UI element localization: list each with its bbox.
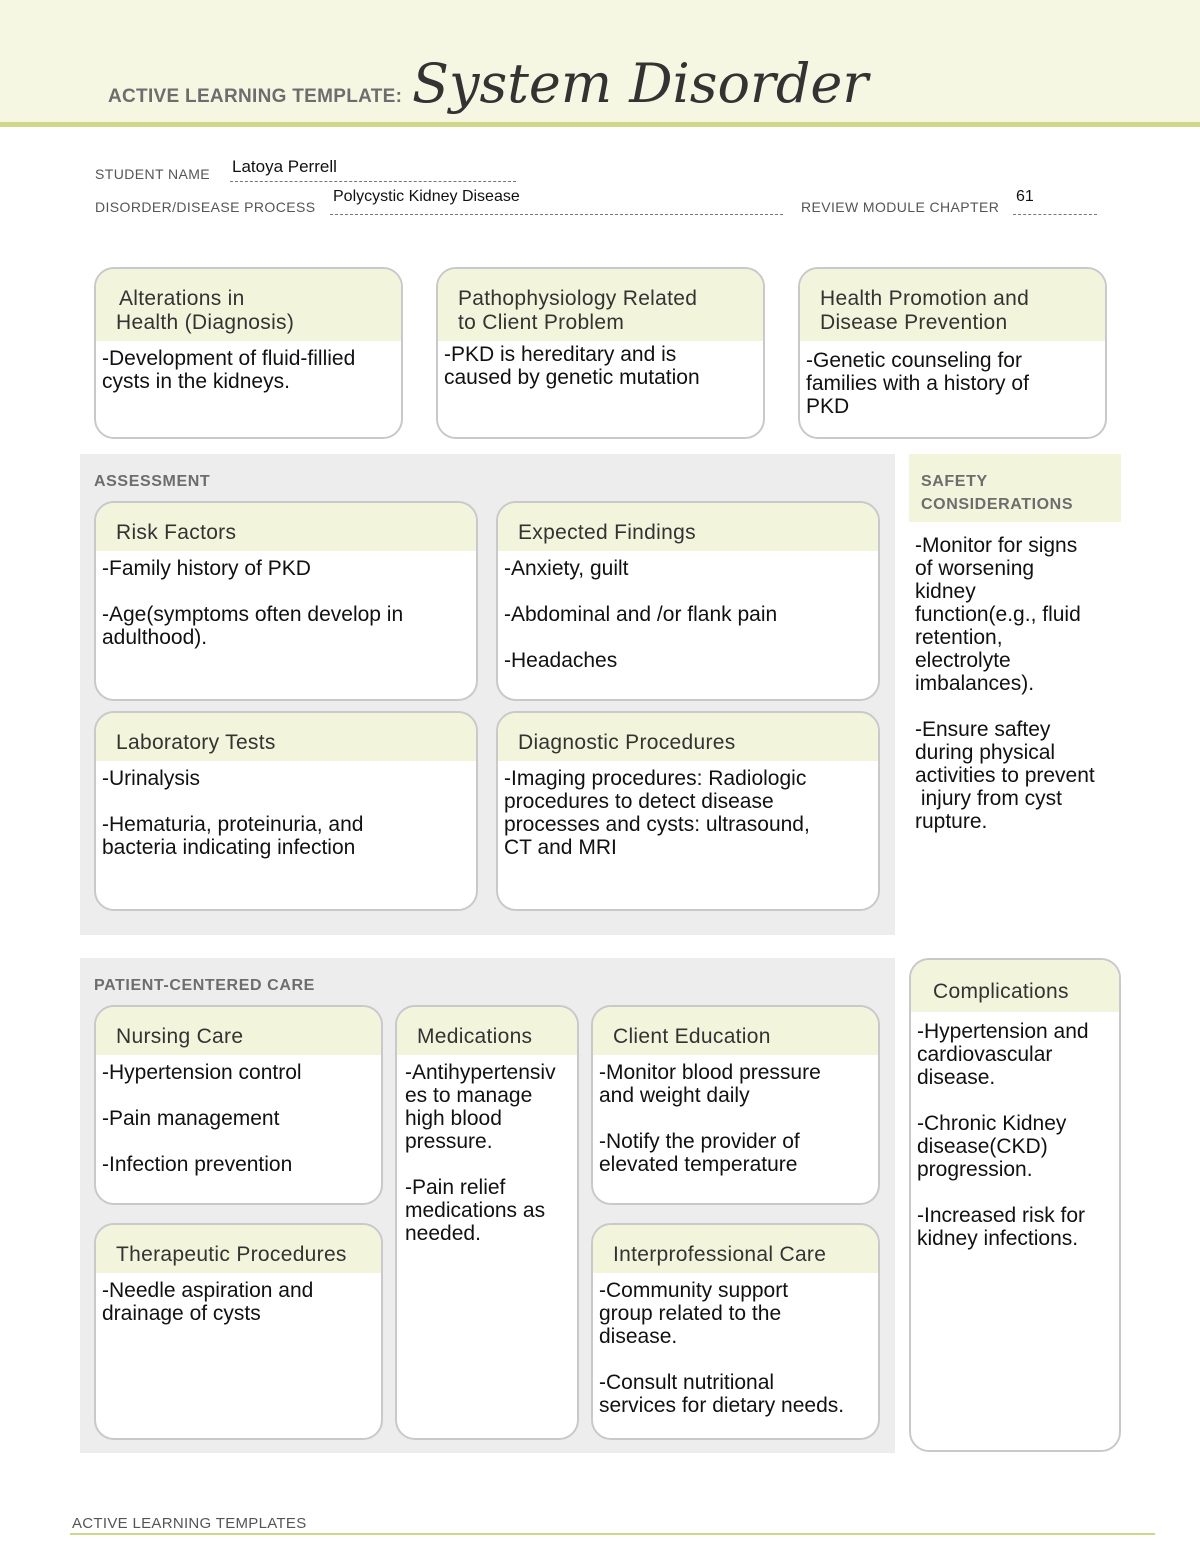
alterations-box — [94, 267, 403, 439]
disorder-label: DISORDER/DISEASE PROCESS — [95, 199, 316, 215]
health-promotion-title: Health Promotion and Disease Prevention — [800, 269, 1105, 341]
footer-text: ACTIVE LEARNING TEMPLATES — [72, 1515, 307, 1532]
header-divider — [0, 122, 1200, 127]
therapeutic-procedures-box — [94, 1223, 383, 1440]
assessment-label: ASSESSMENT — [94, 473, 211, 490]
complications-text: -Hypertension and cardiovascular disease. -Chronic Kidney disease(CKD) progression. -Increased risk for kidney infections. — [917, 1020, 1089, 1250]
student-name-label: STUDENT NAME — [95, 166, 210, 182]
pathophysiology-title: Pathophysiology Related to Client Problem — [438, 269, 763, 341]
diagnostic-procedures-text: -Imaging procedures: Radiologic procedures to detect disease processes and cysts: ultrasound, CT and MRI — [504, 767, 810, 859]
safety-considerations-column — [909, 454, 1121, 935]
expected-findings-title: Expected Findings — [498, 503, 878, 551]
review-chapter-field[interactable]: 61 — [1016, 188, 1034, 205]
student-name-line — [230, 181, 516, 182]
medications-box — [395, 1005, 579, 1440]
nursing-care-box — [94, 1005, 383, 1205]
laboratory-tests-box — [94, 711, 478, 911]
safety-considerations-text: -Monitor for signs of worsening kidney function(e.g., fluid retention, electrolyte imbalances). -Ensure saftey during physical activities to prevent injury from cyst rupture. — [909, 522, 1121, 960]
risk-factors-title: Risk Factors — [96, 503, 476, 551]
pathophysiology-text: -PKD is hereditary and is caused by genetic mutation — [444, 343, 700, 389]
alterations-title: Alterations in Health (Diagnosis) — [96, 269, 401, 341]
interprofessional-care-box — [591, 1223, 880, 1440]
laboratory-tests-text: -Urinalysis -Hematuria, proteinuria, and bacteria indicating infection — [102, 767, 364, 859]
nursing-care-text: -Hypertension control -Pain management -Infection prevention — [102, 1061, 302, 1176]
review-chapter-label: REVIEW MODULE CHAPTER — [801, 199, 1000, 215]
medications-title: Medications — [397, 1007, 577, 1055]
therapeutic-procedures-title: Therapeutic Procedures — [96, 1225, 381, 1273]
medications-text: -Antihypertensiv es to manage high blood pressure. -Pain relief medications as needed. — [405, 1061, 556, 1245]
disorder-field[interactable]: Polycystic Kidney Disease — [333, 188, 520, 205]
client-education-box — [591, 1005, 880, 1205]
risk-factors-box — [94, 501, 478, 701]
disorder-line — [330, 214, 783, 215]
laboratory-tests-title: Laboratory Tests — [96, 713, 476, 761]
health-promotion-box — [798, 267, 1107, 439]
patient-centered-care-label: PATIENT-CENTERED CARE — [94, 977, 315, 994]
diagnostic-procedures-box — [496, 711, 880, 911]
footer-divider — [70, 1533, 1155, 1535]
alterations-text: -Development of fluid-fillied cysts in the kidneys. — [102, 347, 356, 393]
expected-findings-text: -Anxiety, guilt -Abdominal and /or flank pain -Headaches — [504, 557, 778, 672]
health-promotion-text: -Genetic counseling for families with a history of PKD — [806, 349, 1029, 418]
expected-findings-box — [496, 501, 880, 701]
risk-factors-text: -Family history of PKD -Age(symptoms often develop in adulthood). — [102, 557, 404, 649]
interprofessional-care-text: -Community support group related to the disease. -Consult nutritional services for dietary needs. — [599, 1279, 845, 1417]
nursing-care-title: Nursing Care — [96, 1007, 381, 1055]
client-education-title: Client Education — [593, 1007, 878, 1055]
interprofessional-care-title: Interprofessional Care — [593, 1225, 878, 1273]
safety-considerations-title: SAFETY CONSIDERATIONS — [909, 454, 1121, 522]
student-name-field[interactable]: Latoya Perrell — [232, 157, 337, 176]
review-chapter-line — [1013, 214, 1097, 215]
template-label: ACTIVE LEARNING TEMPLATE: — [108, 86, 403, 107]
complications-box — [909, 958, 1121, 1452]
therapeutic-procedures-text: -Needle aspiration and drainage of cysts — [102, 1279, 314, 1325]
client-education-text: -Monitor blood pressure and weight daily -Notify the provider of elevated temperature — [599, 1061, 821, 1176]
diagnostic-procedures-title: Diagnostic Procedures — [498, 713, 878, 761]
complications-title: Complications — [911, 960, 1119, 1012]
pathophysiology-box — [436, 267, 765, 439]
page-title: System Disorder — [412, 52, 869, 115]
